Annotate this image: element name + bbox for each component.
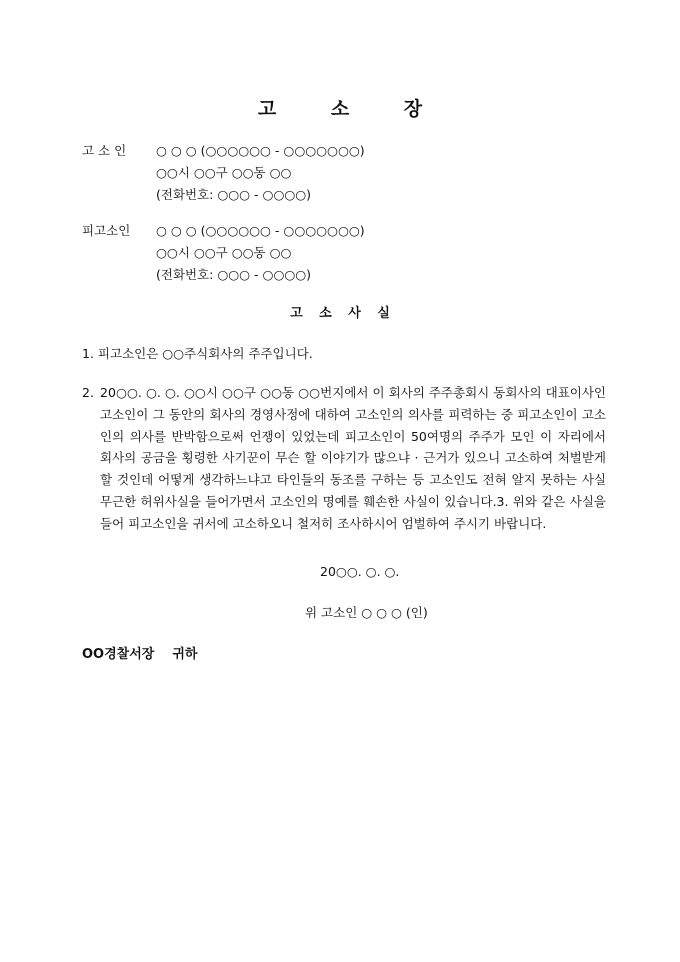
complainant-label: 고 소 인	[82, 143, 127, 158]
heading-char: 사	[348, 306, 361, 321]
fact-item-2-number: 2.	[82, 385, 94, 400]
title-char: 소	[330, 98, 350, 120]
document-title	[0, 94, 680, 121]
heading-char: 실	[377, 306, 390, 321]
heading-char: 소	[319, 306, 332, 321]
title-char: 장	[403, 98, 423, 120]
document-date: 20○○. ○. ○.	[320, 564, 400, 579]
recipient-office: OO경찰서장	[82, 647, 155, 662]
accused-phone: (전화번호: ○○○ - ○○○○)	[156, 267, 312, 282]
fact-item-2	[82, 382, 606, 535]
fact-item-2-body: 20○○. ○. ○. ○○시 ○○구 ○○동 ○○번지에서 이 회사의 주주총회시 동회사의 대표이사인 고소인이 그 동안의 회사의 경영사정에 대하여 고소인의 의사를 피력하는 중 피고소인이 고소인의 의사를 반박함으로써 언쟁이 있었는데 피고소인이 50여명의 주주가 모인 이 자리에서 회사의 공금을 횡령한 사기꾼이 무슨 할 이야기가 많으냐 · 근거가 있으니 고소하여 처벌받게 할 것인데 어떻게 생각하느냐고 타인들의 동조를 구하는 등 고소인도 전혀 알지 못하는 사실무근한 허위사실을 들어가면서 고소인의 명예를 훼손한 사실이 있습니다.3. 위와 같은 사실을 들어 피고소인을 귀서에 고소하오니 철저히 조사하시어 엄벌하여 주시기 바랍니다.	[100, 385, 606, 531]
recipient-honorific: 귀하	[172, 647, 198, 662]
accused-address: ○○시 ○○구 ○○동 ○○	[156, 245, 292, 260]
fact-item-1: 1. 피고소인은 ○○주식회사의 주주입니다.	[82, 346, 313, 361]
recipient	[82, 643, 197, 662]
facts-heading	[0, 302, 680, 321]
heading-char: 고	[290, 306, 303, 321]
signature-line: 위 고소인 ○ ○ ○ (인)	[305, 605, 428, 620]
complainant-phone: (전화번호: ○○○ - ○○○○)	[156, 187, 312, 202]
title-char: 고	[257, 98, 277, 120]
accused-label: 피고소인	[82, 223, 131, 238]
complainant-name-line: ○ ○ ○ (○○○○○○ - ○○○○○○○)	[156, 143, 365, 158]
accused-name-line: ○ ○ ○ (○○○○○○ - ○○○○○○○)	[156, 223, 365, 238]
complainant-address: ○○시 ○○구 ○○동 ○○	[156, 165, 292, 180]
